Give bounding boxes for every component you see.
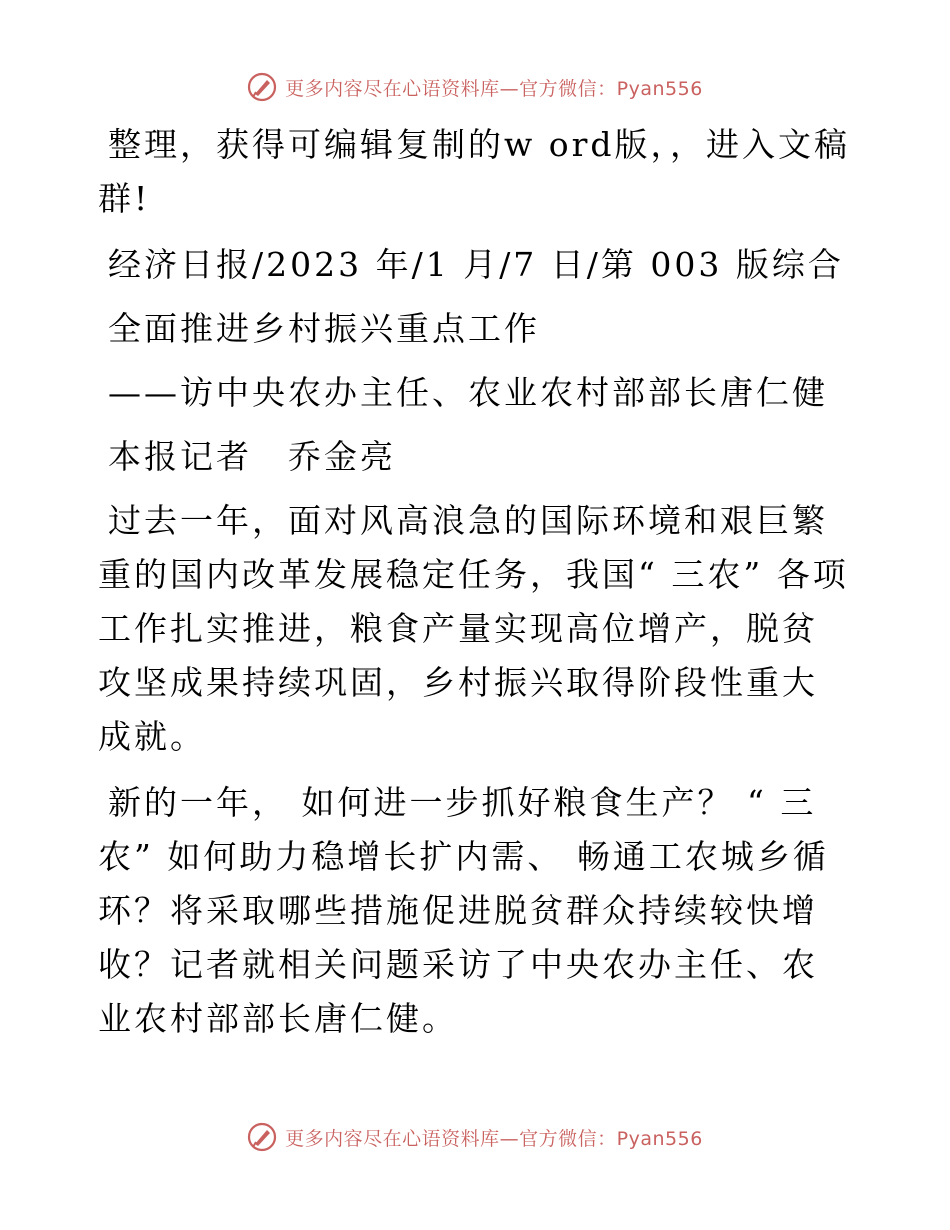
- body-paragraph: 过去一年，面对风高浪急的国际环境和艰巨繁重的国内改革发展稳定任务，我国“ 三农” 各项工作扎实推进，粮食产量实现高位增产，脱贫攻坚成果持续巩固，乡村振兴取得阶段性重大成就。: [98, 501, 849, 756]
- body-paragraph: 新的一年， 如何进一步抓好粮食生产？ “ 三农” 如何助力稳增长扩内需、 畅通工农城乡循环？将采取哪些措施促进脱贫群众持续较快增收？记者就相关问题采访了中央农办主任、农业农村部部长唐仁健。: [98, 783, 829, 1038]
- header-watermark: [0, 72, 950, 102]
- quill-seal-icon: [247, 72, 277, 102]
- source-line: 经济日报/2023 年/1 月/7 日/第 003 版综合: [108, 245, 844, 284]
- document-body: [98, 118, 850, 1058]
- watermark-text: 更多内容尽在心语资料库—官方微信：Pyan556: [285, 1127, 703, 1150]
- reporter-line: 本报记者 乔金亮: [108, 437, 396, 476]
- article-subtitle: ——访中央农办主任、农业农村部部长唐仁健: [108, 373, 828, 412]
- watermark-text: 更多内容尽在心语资料库—官方微信：Pyan556: [285, 77, 703, 100]
- intro-note: 整理，获得可编辑复制的w ord版，，进入文稿群!: [98, 125, 851, 218]
- quill-seal-icon: [247, 1122, 277, 1152]
- footer-watermark: [0, 1122, 950, 1152]
- article-title: 全面推进乡村振兴重点工作: [108, 309, 540, 348]
